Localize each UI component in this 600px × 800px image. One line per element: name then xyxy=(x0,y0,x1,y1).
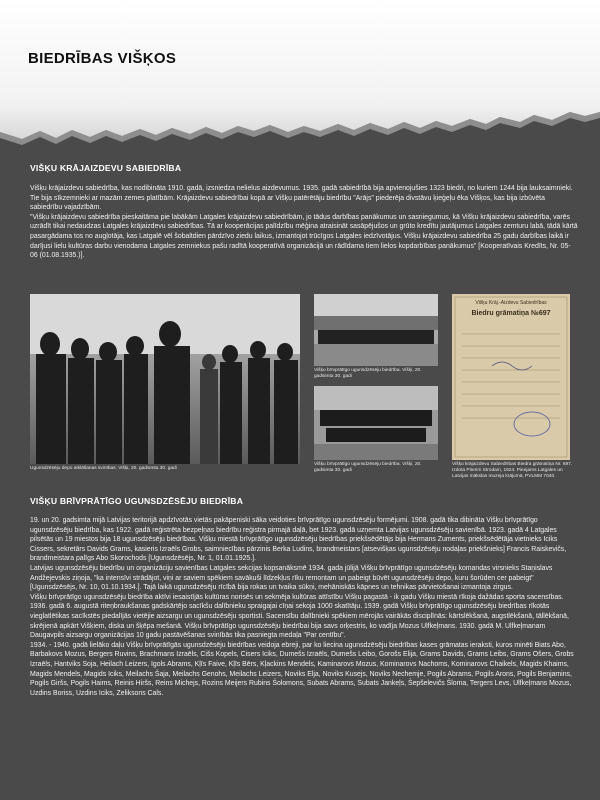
photo-caption: Višķu krājaizdevu Sabiedrības Biedra grāmatiņa Nr. 697. Izdota Piterim Strodam, 1924. Pieejams Latgales un Latvijas mākslas muzeja krājumā, PVLMM 7040. xyxy=(452,462,573,479)
section-heading-fire-brigade: VIŠĶU BRĪVPRĀTĪGO UGUNSDZĒSĒJU BIEDRĪBA xyxy=(30,496,244,506)
fire-brigade-text xyxy=(30,516,578,698)
page-title: BIEDRĪBAS VIŠĶOS xyxy=(28,50,177,67)
photo-member-booklet xyxy=(452,294,570,460)
section-heading-credit-society: VIŠĶU KRĀJAIZDEVU SABIEDRĪBA xyxy=(30,163,182,173)
photo-caption: Ugunsdzēsēju depo atklāšanas svinības. Višķi, 20. gadsimta 30. gadi xyxy=(30,466,177,471)
photo-fire-brigade-2 xyxy=(314,386,438,460)
torn-paper-header xyxy=(0,0,600,150)
booklet-header: Višķu Krāj.-Aizdevu Sabiedrības xyxy=(475,300,547,306)
photo-fire-brigade-1 xyxy=(314,294,438,366)
photo-depot-opening xyxy=(30,294,300,464)
fire-brigade-paragraph: Višķu brīvprātīgo ugunsdzēsēju biedrība aktīvi iesaistījās kultūras norisēs un sekmēja kultūras attīstību Višķu pagastā - ik gadu Višķu miestā rīkoja dažādas sporta sacensības. 1936. gadā 6. augustā riteņbraukšanas gadskārtējo sacīkšu dalībnieku spraigajai cīņai sekoja 1000 skatītāju. 1939. gadā Višķu brīvprātīgo ugunsdzēsēju biedrības rīkotās vieglatlētikas sacīkstēs piedalījās vietējie aizsargu un ugunsdzēsēju sportisti. Sacensību dalībnieki spēkiem mērojās vairākās disciplīnās: kārtslēkšanā, augstlēkšanā, tāllēkšanā, skrējienā apkārt Višķiem, diska un šķēpa mešanā. Višķu brīvprātīgo ugunsdzēsēju biedrībai bija savs orķestris, ko vadīja Mozus Ulfkeļmans. 1930. gadā M. Ulfkeļmanam Daugavpils aizsargu organizācijas 10 gadu pastāvēšanas svinībās tika pasniegta medaļa "Par centību". xyxy=(30,593,569,640)
torn-paper-shape xyxy=(0,0,600,150)
credit-society-paragraph: Višķu krājaizdevu sabiedrība, kas nodibināta 1910. gadā, izsniedza nelielus aizdevumus. 1935. gadā sabiedrībā bija apvienojušies 1323 biedri, no kuriem 1244 bija lauksaimnieki. Tie bija sīkzemnieki ar mazām zemes platībām. Krājaizdevu sabiedrībai kopā ar Višķu patērētāju biedrību "Arājs" piederēja divstāvu ķieģeļu ēka Višķos, kas bija izbūvēta sabiedrību vajadzībām. xyxy=(30,185,573,212)
photo-caption: Višķu brīvprātīgo ugunsdzēsēju biedrība. Višķi, 20. gadsimta 30. gadi xyxy=(314,368,422,379)
fire-brigade-paragraph: 19. un 20. gadsimta mijā Latvijas teritorijā apdzīvotās vietās pakāpeniski sāka veidoties brīvprātīgo ugunsdzēsēju formējumi. 1908. gadā tika dibināta Višķu brīvprātīgo ugunsdzēsēju biedrība, kas 1922. gadā reģistrēta bezpeļņas biedrību reģistra pirmajā daļā, bet 1923. gadā uzņemta Latvijas ugunsdzēsēju savienībā. 1923. gadā 4 Latgales pilsētās un 19 miestos bija 18 ugunsdzēsēju biedrības. Višķu miestā brīvprātīgo ugunsdzēsēju biedrības priekšsēdētājs bija Hermans Zuments, priekšsēdētāja vietnieks Iciks Cissers, sekretārs Davids Grams, kasieris Izraēls Grobs, saimniecības pārzinis Berka Ludins, brandmeistars [atsevišķas ugunsdzēsēju nodaļas priekšnieks] Francis Raiskevičs, brandmeistara palīgs Abo Skorochods [Ugunsdzēsējs, Nr. 1, 01.01.1925.]. xyxy=(30,517,567,563)
fire-brigade-paragraph: 1934. - 1940. gadā lielāko daļu Višķu brīvprātīgās ugunsdzēsēju biedrības veidoja ebreji, par ko liecina ugunsdzēsēju biedrības kases grāmatas ieraksti, kuros minēti Biats Abo, Barbakovs Mozus, Bergers Ruvins, Brachmans Izraēls, Cišs Kopels, Cisers Iciks, Dumešs Izraēls, Dumešs Leibo, Gorošs Elija, Grams Davids, Grams Leibs, Grams Ošers, Grobs Izraēls, Hantviks Soja, Heilach Leizers, Igols Abrams, Kļīs Faive, Kļīs Bērs, Kļackins Mendels, Kaminarovs Mozus, Kominarovs Nachoms, Kominarovs Chaikels, Magids Khaims, Magids Mendels, Magids Iciks, Meilachs Šaja, Meilachs Genohs, Meilachs Leizers, Noviks Elja, Noviks Kusejs, Noviks Nechemje, Pogils Abrams, Pogils Arons, Pogils Benjamins, Pogils Giršs, Pogils Haims, Reinis Hiršs, Reins Michejs, Rozins Meijers Rubins Šolomons, Subats Abrams, Subats Jankeļs, Šepšelevičs Šloma, Tergers Levs, Ulfkeļmans Mozus, Uzdins Boriss, Uzdins Iciks, Zeliksons Cals. xyxy=(30,641,574,697)
credit-society-text xyxy=(30,184,578,261)
fire-brigade-paragraph: Latvijas ugunsdzēsēju biedrību un organizāciju savienības Latgales sekcijas kopsanāksmē 1934. gada jūlijā Višķu brīvprātīgo ugunsdzēsēju komandas virsnieks Staņislavs Andžejevskis ziņoja, "ka intensīvi strādājot, viņi ar saviem spēkiem savākuši līdzekļus rīku remontam un pabeigt būvēt ugunsdzēsēju depo, kuru šorūden cer pabeigt" [Ugunsdzēsējs, Nr. 10, 01.10.1934.]. Tajā laikā ugunsdzēsēju rīcībā bija rokas un tvaika sūkņi, mehāniskās kāpnes un tehnikas pārvietošanai izmantoja zirgus. xyxy=(30,564,553,592)
booklet-title: Biedru grāmatiņa №697 xyxy=(471,310,551,317)
credit-society-paragraph: "Višķu krājaizdevu sabiedrība pieskaitāma pie labākām Latgales krājaizdevu sabiedrībām, jo tādus darbības panākumus un sasniegumus, kā Višķu krājaizdevu sabiedrība, varēs uzrādīt tikai nedaudzas Latgales krājaizdevu sabiedrības. Tā ar kooperācijas palīdzību mēģina atraisināt sasāpējušos un grūto kredītu jautājumus Latgales zemturu labā, tādā kārtā pasargādama tos no augļotāja, kas Latgalē vēl šobaltdien pārdzīvo ziedu laikus, izmantojot trūcīgos Latgales iedzīvotājus. Višķu krājaizdevu sabiedrība 25 gadu darbības laikā ir darījusi lielu kultūras darbu vienodama Latgales zemniekus pašu radītā kooperatīvā organizācijā un rādīdama tiem lielos kopdarbības panākumus" [Kooperatīvais Kredīts, Nr. 05-06 (01.08.1935.)]. xyxy=(30,213,578,260)
photo-caption: Višķu brīvprātīgo ugunsdzēsēju biedrība. Višķi, 20. gadsimta 30. gadi xyxy=(314,462,422,473)
